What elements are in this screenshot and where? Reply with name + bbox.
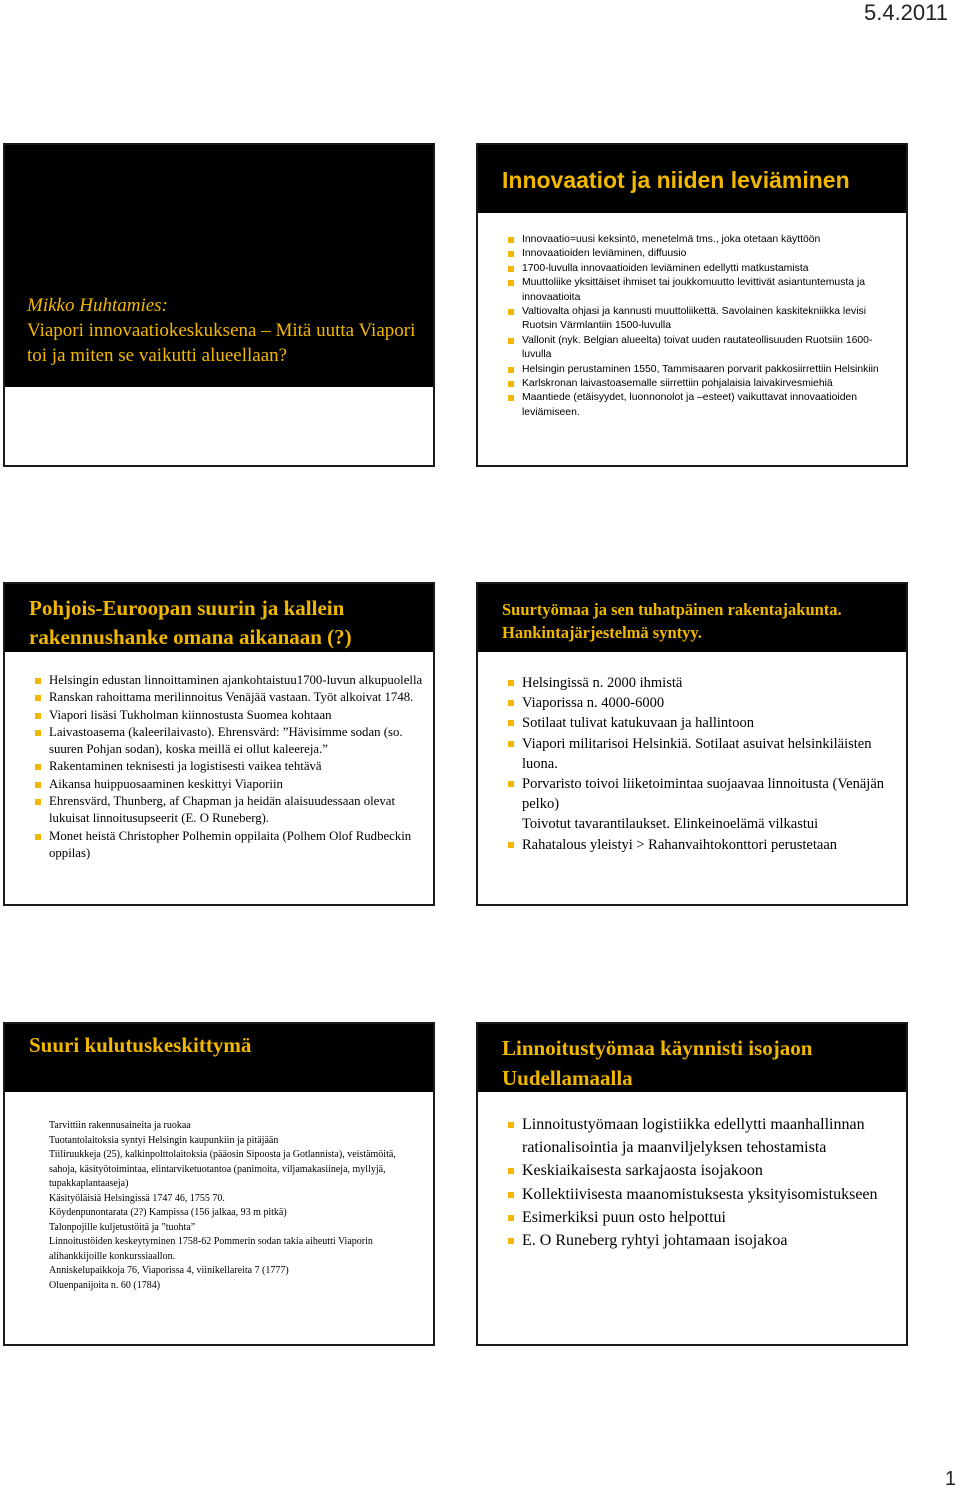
slide-2-bullets xyxy=(478,213,906,420)
bullet-item: 1700-luvulla innovaatioiden leviäminen edellytti matkustamista xyxy=(522,262,896,276)
bullet-item: Monet heistä Christopher Polhemin oppilaita (Polhem Olof Rudbeckin oppilas) xyxy=(49,828,423,863)
slide-4-bullets xyxy=(478,652,906,855)
text-line: Tarvittiin rakennusaineita ja ruokaa xyxy=(49,1120,191,1131)
slide-6-bullets xyxy=(478,1092,906,1252)
bullet-item: Karlskronan laivastoasemalle siirrettiin pohjalaisia laivakirvesmiehiä xyxy=(522,377,896,391)
slide-5-lines xyxy=(5,1092,433,1293)
bullet-item: Rahatalous yleistyi > Rahanvaihtokonttori perustetaan xyxy=(522,835,896,855)
bullet-item: Ranskan rahoittama merilinnoitus Venäjää vastaan. Työt alkoivat 1748. xyxy=(49,689,423,706)
bullet-item: Muuttoliike yksittäiset ihmiset tai joukkomuutto levittivät asiantuntemusta ja innovaatioita xyxy=(522,276,896,305)
bullet-item: Vallonit (nyk. Belgian alueelta) toivat uuden rautateollisuuden Ruotsiin 1600-luvulla xyxy=(522,334,896,363)
slide-4-title: Suurtyömaa ja sen tuhatpäinen rakentajakunta. Hankintajärjestelmä syntyy. xyxy=(478,584,906,652)
slide-1-title-block xyxy=(5,145,433,387)
text-line: Linnoitustöiden keskeytyminen 1758-62 Pommerin sodan takia aiheutti Viaporin alihankkijoille konkurssiaallon. xyxy=(49,1236,373,1262)
bullet-item: Rakentaminen teknisesti ja logistisesti vaikea tehtävä xyxy=(49,758,423,775)
bullet-item: Porvaristo toivoi liiketoimintaa suojaavaa linnoitusta (Venäjän pelko) xyxy=(522,774,896,814)
page-number: 1 xyxy=(944,1468,956,1490)
slide-2-title: Innovaatiot ja niiden leviäminen xyxy=(478,145,906,213)
slide-1 xyxy=(3,143,435,467)
slide-4 xyxy=(476,582,908,906)
bullet-item: Linnoitustyömaan logistiikka edellytti maanhallinnan rationalisointia ja maanviljelyksen tehostamista xyxy=(522,1113,896,1159)
slide-3-title: Pohjois-Euroopan suurin ja kallein rakennushanke omana aikanaan (?) xyxy=(5,584,433,652)
bullet-item: Ehrensvärd, Thunberg, af Chapman ja heidän alaisuudessaan olevat lukuisat linnoitusupseerit (E. O Runeberg). xyxy=(49,793,423,828)
slide-5 xyxy=(3,1022,435,1346)
bullet-item: Viapori militarisoi Helsinkiä. Sotilaat asuivat helsinkiläisten luona. xyxy=(522,734,896,774)
bullet-item: Viaporissa n. 4000-6000 xyxy=(522,693,896,713)
bullet-item: Maantiede (etäisyydet, luonnonolot ja –esteet) vaikuttavat innovaatioiden leviämiseen. xyxy=(522,391,896,420)
slide-6-title: Linnoitustyömaa käynnisti isojaon Uudellamaalla xyxy=(478,1024,906,1092)
text-line: Anniskelupaikkoja 76, Viaporissa 4, viinikellareita 7 (1777) xyxy=(49,1265,289,1276)
text-line: Käsityöläisiä Helsingissä 1747 46, 1755 70. xyxy=(49,1192,225,1204)
bullet-item: Keskiaikaisesta sarkajaosta isojakoon xyxy=(522,1159,896,1182)
bullet-item: Innovaatioiden leviäminen, diffuusio xyxy=(522,247,896,261)
text-line: Talonpojille kuljetustöitä ja ”tuohta” xyxy=(49,1221,196,1233)
page-date: 5.4.2011 xyxy=(863,0,948,25)
bullet-continuation: Toivotut tavarantilaukset. Elinkeinoelämä vilkastui xyxy=(522,816,819,833)
bullet-item: Esimerkiksi puun osto helpottui xyxy=(522,1206,896,1229)
bullet-item: Viapori lisäsi Tukholman kiinnostusta Suomea kohtaan xyxy=(49,707,423,724)
slide-2 xyxy=(476,143,908,467)
presentation-title: Viapori innovaatiokeskuksena – Mitä uutta Viapori toi ja miten se vaikutti alueellaan? xyxy=(27,320,416,366)
bullet-item: Kollektiivisesta maanomistuksesta yksityisomistukseen xyxy=(522,1183,896,1206)
bullet-item: Valtiovalta ohjasi ja kannusti muuttoliikettä. Savolainen kaskitekniikka levisi Ruotsin Värmlantiin 1500-luvulla xyxy=(522,305,896,334)
text-line: Oluenpanijoita n. 60 (1784) xyxy=(49,1279,161,1291)
bullet-item: Helsingin perustaminen 1550, Tammisaaren porvarit pakkosiirrettiin Helsinkiin xyxy=(522,363,896,377)
bullet-item: Sotilaat tulivat katukuvaan ja hallintoon xyxy=(522,713,896,733)
slide-6 xyxy=(476,1022,908,1346)
bullet-item: Innovaatio=uusi keksintö, menetelmä tms., joka otetaan käyttöön xyxy=(522,233,896,247)
author-name: Mikko Huhtamies: xyxy=(27,295,168,316)
bullet-item: Aikansa huippuosaaminen keskittyi Viaporiin xyxy=(49,776,423,793)
bullet-item: Helsingissä n. 2000 ihmistä xyxy=(522,673,896,693)
slide-5-title: Suuri kulutuskeskittymä xyxy=(5,1024,433,1092)
bullet-item: Helsingin edustan linnoittaminen ajankohtaistuu1700-luvun alkupuolella xyxy=(49,672,423,689)
slide-3-bullets xyxy=(5,652,433,862)
bullet-item: E. O Runeberg ryhtyi johtamaan isojakoa xyxy=(522,1229,896,1252)
text-line: Köydenpunontarata (2?) Kampissa (156 jalkaa, 93 m pitkä) xyxy=(49,1207,287,1218)
bullet-item: Laivastoasema (kaleerilaivasto). Ehrensvärd: ”Hävisimme sodan (so. suuren Pohjan sodan), koska meillä ei ollut kaleereja.” xyxy=(49,724,423,759)
text-line: Tiiliruukkeja (25), kalkinpolttolaitoksia (pääosin Sipoosta ja Gotlannista), veistämöitä, sahoja, käsityötoimintaa, elintarviketuotantoa (panimoita, viljamakasiineja, myllyjä, tupakkaplantaaseja) xyxy=(49,1149,396,1189)
slide-3 xyxy=(3,582,435,906)
text-line: Tuotantolaitoksia syntyi Helsingin kaupunkiin ja pitäjään xyxy=(49,1134,279,1146)
